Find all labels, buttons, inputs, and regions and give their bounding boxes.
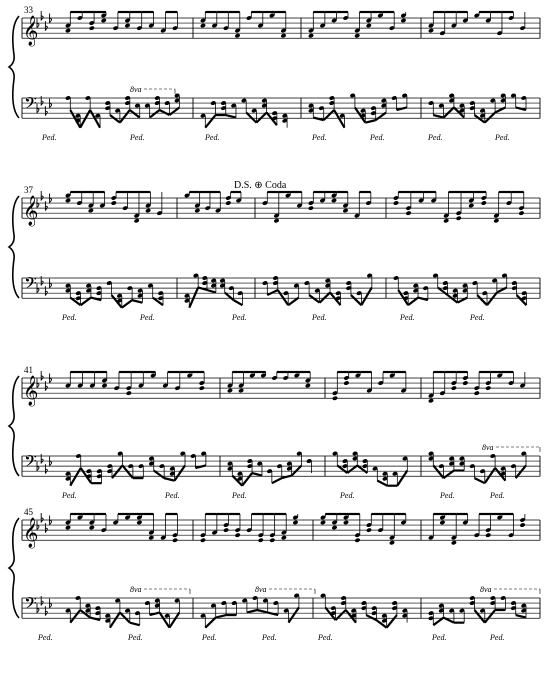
note-beam [444,471,454,479]
pedal-marking: Ped. [62,313,77,322]
note-beam [216,615,226,618]
note-beam [397,471,407,486]
note-beam [485,468,495,483]
note-beam [154,471,164,479]
notehead [134,218,140,223]
pedal-marking: Ped. [130,133,145,142]
pedal-marking: Ped. [42,133,57,142]
note-beam [292,465,302,475]
flat-sign [41,513,43,522]
notehead [343,520,349,525]
notehead [343,380,349,385]
notehead [199,385,205,390]
notehead [305,383,311,388]
note-beam [242,473,252,486]
note-beam [169,613,179,628]
pedal-marking: Ped. [340,491,355,500]
bass-clef: 𝄢 [24,593,37,617]
flat-sign [41,371,43,380]
note-beam [120,613,130,623]
note-beam [444,107,454,117]
notehead [111,200,117,205]
notehead [280,33,286,38]
notehead [366,527,372,532]
pedal-marking: Ped. [312,133,327,142]
notehead [342,208,348,213]
note-beam [225,293,234,301]
pedal-marking: Ped. [370,133,385,142]
pedal-marking: Ped. [428,133,443,142]
note-beam [81,298,91,306]
pedal-marking: Ped. [262,633,277,642]
note-beam [70,468,80,486]
note-beam [110,613,120,628]
notehead [485,533,491,538]
note-beam [347,465,357,473]
notehead [393,200,399,205]
pedal-marking: Ped. [318,633,333,642]
bass-clef: 𝄢 [24,451,37,475]
notehead [518,211,524,216]
notehead [89,525,95,530]
notehead [451,385,457,390]
flat-sign [45,286,47,295]
notehead [281,535,287,540]
flat-sign [45,606,47,615]
notehead [366,23,372,28]
pedal-marking: Ped. [400,313,415,322]
pedal-marking: Ped. [470,313,485,322]
notehead [126,391,132,396]
system-brace [9,196,19,298]
treble-clef: 𝄞 [23,518,39,548]
notehead [172,538,178,543]
pedal-marking: Ped. [202,633,217,642]
note-beam [189,287,198,307]
notehead [308,205,314,210]
note-beam [252,473,262,476]
flat-sign [45,464,47,473]
note-beam [169,107,179,115]
notehead [223,527,229,532]
notehead [65,525,71,530]
note-beam [433,115,443,118]
note-beam [175,465,185,480]
notehead [124,23,130,28]
pedal-marking: Ped. [490,491,505,500]
notehead [443,218,449,223]
note-beam [226,115,236,118]
notehead [88,208,94,213]
notehead [468,203,474,208]
notehead [89,25,95,30]
note-beam [475,478,485,483]
treble-clef: 𝄞 [23,16,39,46]
note-beam [477,295,487,305]
notehead [405,211,411,216]
notehead [227,388,233,393]
flat-sign [45,201,47,210]
flat-sign [45,523,47,532]
pedal-marking: Ped. [62,491,77,500]
flat-sign [41,596,43,605]
note-beam [289,607,299,622]
bass-clef: 𝄢 [24,273,37,297]
note-beam [120,110,130,123]
octave-marking: 8va [130,585,142,594]
pedal-marking: Ped. [38,633,53,642]
note-beam [366,615,376,620]
note-beam [267,290,277,295]
pedal-marking: Ped. [495,133,510,142]
flat-sign [45,21,47,30]
measure-number: 37 [24,185,33,195]
notehead [320,520,326,525]
flat-sign [41,191,43,200]
note-beam [336,610,346,620]
pedal-marking: Ped. [232,491,247,500]
notehead [292,520,298,525]
note-beam [122,300,132,308]
notehead [389,540,395,545]
notehead [235,533,241,538]
pedal-marking: Ped. [232,313,247,322]
note-beam [246,113,256,123]
ds-coda-marking: D.S. ⊕ Coda [234,180,287,191]
notehead [331,525,337,530]
system-brace [9,16,19,118]
notehead [331,198,337,203]
flat-sign [41,454,43,463]
note-beam [256,113,266,123]
pedal-marking: Ped. [128,633,143,642]
note-beam [160,110,170,115]
note-beam [70,610,80,623]
note-beam [247,610,257,613]
note-beam [387,615,397,628]
note-beam [487,293,497,306]
notehead [519,522,525,527]
octave-marking: 8va [482,443,494,452]
measure-number: 33 [24,5,33,15]
notehead [456,216,462,221]
notehead [145,208,151,213]
system-2 [9,180,540,322]
flat-sign [41,276,43,285]
note-beam [320,293,330,303]
note-beam [205,618,215,628]
notehead [400,18,406,23]
system-4 [9,507,540,642]
note-beam [272,478,282,483]
treble-clef: 𝄞 [23,196,39,226]
notehead [354,33,360,38]
notehead [493,218,499,223]
pedal-marking: Ped. [165,491,180,500]
notehead [354,538,360,543]
note-beam [485,113,495,123]
notehead [308,33,314,38]
notehead [65,28,71,33]
note-beam [334,110,344,128]
system-1 [9,5,540,142]
note-beam [207,290,216,293]
note-beam [150,110,160,118]
note-beam [309,295,319,303]
note-beam [408,298,418,306]
system-3 [9,365,540,500]
note-beam [485,610,495,623]
system-brace [9,518,19,618]
notehead [148,535,154,540]
note-beam [324,110,334,120]
flat-sign [45,381,47,390]
notehead [462,380,468,385]
note-beam [130,623,140,626]
notehead [200,538,206,543]
notehead [136,520,142,525]
notehead [332,396,338,401]
octave-marking: 8va [130,85,142,94]
notehead [269,538,275,543]
note-beam [433,618,443,626]
note-beam [377,481,387,486]
notehead [258,538,264,543]
notehead [238,388,244,393]
notehead [485,385,491,390]
note-beam [257,610,267,613]
note-beam [132,300,142,303]
measure-number: 41 [24,365,33,375]
flat-sign [45,106,47,115]
notehead [65,198,71,203]
notehead [428,28,434,33]
octave-marking: 8va [480,585,492,594]
note-beam [351,295,361,305]
pedal-marking: Ped. [440,491,455,500]
note-beam [516,615,526,618]
notehead [481,200,487,205]
notehead [234,33,240,38]
flat-sign [41,11,43,20]
note-beam [90,110,100,128]
pedal-marking: Ped. [140,313,155,322]
measure-number: 45 [24,507,33,517]
notehead [474,391,480,396]
note-beam [288,298,298,306]
pedal-marking: Ped. [205,133,220,142]
notehead [273,218,279,223]
pedal-marking: Ped. [312,313,327,322]
notehead [225,200,231,205]
pedal-marking: Ped. [432,633,447,642]
notehead [451,540,457,545]
notehead [194,208,200,213]
treble-clef: 𝄞 [23,376,39,406]
note-beam [110,115,120,123]
note-beam [361,287,371,305]
note-beam [376,113,386,121]
notehead [439,520,445,525]
note-beam [164,478,174,481]
note-beam [234,300,243,305]
notehead [428,398,434,403]
octave-marking: 8va [255,585,267,594]
notehead [200,23,206,28]
notehead [101,383,107,388]
note-beam [365,120,375,123]
notehead [101,18,107,23]
note-beam [130,110,140,118]
note-beam [205,115,215,128]
pedal-marking: Ped. [490,633,505,642]
flat-sign [41,96,43,105]
note-beam [80,110,90,128]
bass-clef: 𝄢 [24,93,37,117]
system-brace [9,376,19,476]
